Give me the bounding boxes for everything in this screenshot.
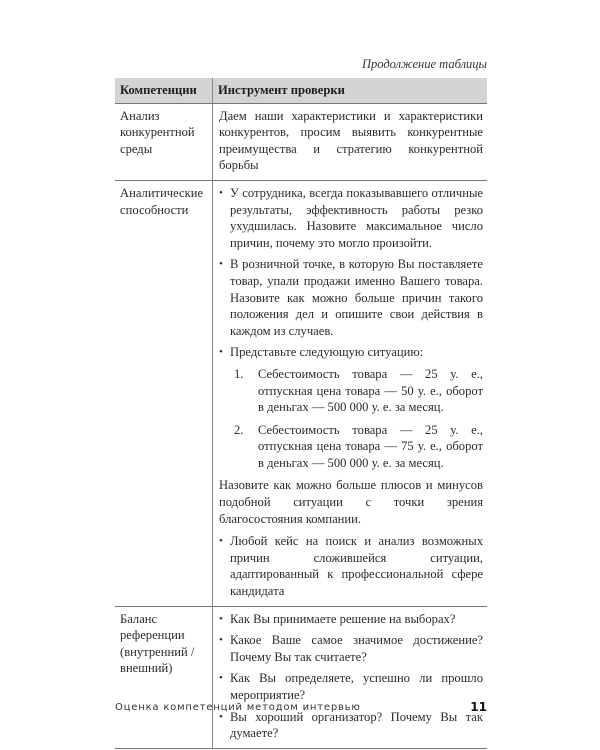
bullet-icon: • [219, 612, 223, 625]
table-row [115, 606, 487, 748]
tool-cell [213, 606, 488, 748]
list-item-text: Представьте следующую ситуацию: [230, 345, 424, 360]
list-item-text: Любой кейс на поиск и анализ возможных причин сложившейся ситуации, адаптированный к профессиональной сфере кандидата [230, 534, 483, 599]
bullet-icon: • [219, 346, 223, 359]
numbered-item-text: Себестоимость товара — 25 у. е., отпускная цена товара — 75 у. е., оборот в деньгах — 500 000 у. е. за месяц. [258, 422, 483, 470]
list-item [219, 256, 483, 339]
competencies-table [115, 78, 487, 749]
bullet-icon: • [219, 710, 223, 723]
list-item [219, 344, 483, 471]
header-assessment-tool: Инструмент проверки [213, 78, 488, 103]
item-number: 1. [234, 366, 244, 381]
competency-cell: Баланс референции (внутренний / внешний) [115, 606, 213, 748]
list-item [219, 709, 483, 742]
bullet-list [219, 611, 483, 742]
list-item-text: Какое Ваше самое значимое достижение? Почему Вы так считаете? [230, 633, 483, 664]
item-number: 2. [234, 422, 244, 437]
competency-cell: Аналитические способности [115, 180, 213, 606]
header-competencies: Компетенции [115, 78, 213, 103]
table-continuation-label: Продолжение таблицы [361, 57, 487, 71]
numbered-item-text: Себестоимость товара — 25 у. е., отпускная цена товара — 50 у. е., оборот в деньгах — 500 000 у. е. за месяц. [258, 366, 483, 415]
list-item [219, 670, 483, 703]
page-number: 11 [470, 700, 487, 714]
list-item-text: У сотрудника, всегда показывавшего отличные результаты, эффективность работы резко ухудшилась. Назовите максимальное число причин, почему это могло произойти. [230, 185, 483, 250]
numbered-item [234, 422, 483, 472]
bullet-icon: • [219, 634, 223, 647]
numbered-item [234, 366, 483, 416]
table-header-row [115, 78, 487, 103]
list-item [219, 632, 483, 665]
list-item-text: В розничной точке, в которую Вы поставляете товар, упали продажи именно Вашего товара. Назовите как можно больше причин такого положения дел и опишите свои действия в каждом из случаев. [230, 257, 483, 338]
competency-cell: Анализ конкурентной среды [115, 103, 213, 180]
tool-cell [213, 180, 488, 606]
list-item [219, 533, 483, 599]
list-item-text: Как Вы принимаете решение на выборах? [230, 611, 456, 626]
bullet-icon: • [219, 535, 223, 548]
bullet-icon: • [219, 672, 223, 685]
bullet-icon: • [219, 186, 223, 199]
bullet-list [219, 533, 483, 599]
table-row [115, 180, 487, 606]
list-item-text: Вы хороший организатор? Почему Вы так думаете? [230, 709, 483, 741]
list-item [219, 185, 483, 251]
numbered-list [230, 366, 483, 472]
tool-cell: Даем наши характеристики и характеристики конкурентов, просим выявить конкурентные преимущества и стратегию конкурентной борьбы [213, 103, 488, 180]
paragraph: Назовите как можно больше плюсов и минусов подобной ситуации с точки зрения благосостояния компании. [219, 478, 483, 526]
bullet-list [219, 185, 483, 472]
table-row [115, 103, 487, 180]
running-footer-title: Оценка компетенций методом интервью [115, 702, 361, 713]
list-item [219, 611, 483, 628]
list-item-text: Как Вы определяете, успешно ли прошло мероприятие? [230, 671, 483, 702]
bullet-icon: • [219, 258, 223, 271]
